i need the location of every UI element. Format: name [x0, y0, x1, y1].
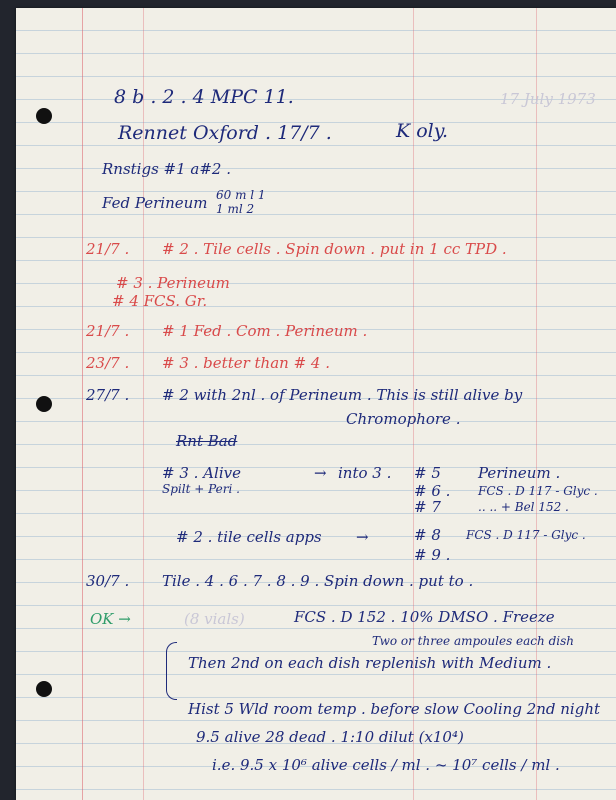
- date-stamp: 17 July 1973: [500, 90, 596, 108]
- punch-hole-top: [36, 108, 52, 124]
- reference-number: 8 b . 2 . 4 MPC 11.: [114, 86, 294, 108]
- entry-text: Hist 5 Wld room temp . before slow Cooling 2nd night: [188, 700, 601, 718]
- result-mid: into 3 .: [338, 464, 392, 482]
- entry-date: 27/7 .: [86, 386, 130, 404]
- result-left: # 2 . tile cells apps: [176, 528, 322, 546]
- bracket-mark: [166, 642, 177, 700]
- punch-hole-bottom: [36, 681, 52, 697]
- entry-text: # 2 with 2nl . of Perineum . This is still alive by: [162, 386, 523, 404]
- entry-text: Then 2nd on each dish replenish with Medium .: [188, 654, 552, 672]
- result-left: Spilt + Peri .: [162, 482, 240, 496]
- arrow: →: [314, 464, 327, 482]
- vials-note: (8 vials): [184, 610, 245, 628]
- entry-date: 30/7 .: [86, 572, 130, 590]
- result-number: # 9 .: [414, 546, 451, 564]
- entry-text: 9.5 alive 28 dead . 1:10 dilut (x10⁴): [196, 728, 464, 746]
- struck-text: Rnt Bad: [176, 432, 238, 450]
- result-text: FCS . D 117 - Glyc .: [466, 528, 586, 542]
- ampoule-note: Two or three ampoules each dish: [372, 634, 574, 648]
- result-number: # 6 .: [414, 482, 451, 500]
- result-text: FCS . D 117 - Glyc .: [478, 484, 598, 498]
- setup-volume-1: 60 m l 1: [216, 188, 266, 202]
- entry-date: 23/7 .: [86, 354, 130, 372]
- setup-line-2: Fed Perineum: [102, 194, 208, 212]
- ok-note: OK →: [90, 610, 131, 628]
- entry-text: i.e. 9.5 x 10⁶ alive cells / ml . ~ 10⁷ cells / ml .: [212, 756, 560, 774]
- entry-text: # 4 FCS. Gr.: [112, 292, 208, 310]
- punch-hole-middle: [36, 396, 52, 412]
- arrow: →: [356, 528, 369, 546]
- setup-line-1: Rnstigs #1 a#2 .: [102, 160, 232, 178]
- result-text: .. .. + Bel 152 .: [478, 500, 569, 514]
- received-line: Rennet Oxford . 17/7 .: [118, 122, 332, 144]
- result-number: # 7: [414, 498, 441, 516]
- entry-text: FCS . D 152 . 10% DMSO . Freeze: [294, 608, 555, 626]
- notebook-page: [16, 8, 616, 800]
- entry-continuation: Chromophore .: [346, 410, 461, 428]
- entry-text: # 1 Fed . Com . Perineum .: [162, 322, 368, 340]
- entry-text: # 2 . Tile cells . Spin down . put in 1 cc TPD .: [162, 240, 507, 258]
- entry-text: # 3 . better than # 4 .: [162, 354, 331, 372]
- result-number: # 5: [414, 464, 441, 482]
- entry-text: # 3 . Perineum: [116, 274, 230, 292]
- entry-date: 21/7 .: [86, 240, 130, 258]
- setup-volume-2: 1 ml 2: [216, 202, 255, 216]
- received-line-right: K oly.: [396, 120, 448, 142]
- result-number: # 8: [414, 526, 441, 544]
- result-text: Perineum .: [478, 464, 561, 482]
- result-left: # 3 . Alive: [162, 464, 241, 482]
- entry-date: 21/7 .: [86, 322, 130, 340]
- entry-text: Tile . 4 . 6 . 7 . 8 . 9 . Spin down . put to .: [162, 572, 474, 590]
